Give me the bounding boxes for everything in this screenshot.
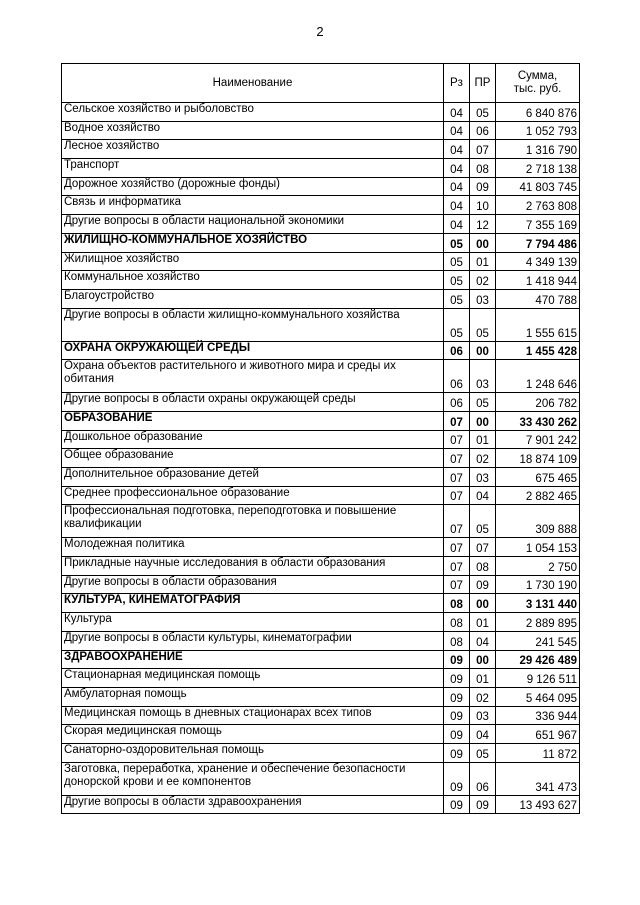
table-row	[62, 613, 580, 632]
cell-sum: 6 840 876	[496, 103, 580, 122]
cell-rz: 05	[444, 233, 470, 252]
cell-pr: 01	[470, 613, 496, 632]
header-sum: Сумма, тыс. руб.	[496, 64, 580, 103]
cell-sum: 675 465	[496, 468, 580, 487]
table-row	[62, 449, 580, 468]
cell-name: Благоустройство	[62, 289, 444, 308]
cell-name: Заготовка, переработка, хранение и обеспечение безопасности донорской крови и ее компонентов	[62, 762, 444, 795]
cell-sum: 18 874 109	[496, 449, 580, 468]
cell-rz: 06	[444, 393, 470, 412]
cell-rz: 08	[444, 631, 470, 650]
table-row	[62, 743, 580, 762]
cell-pr: 05	[470, 743, 496, 762]
cell-name: Другие вопросы в области образования	[62, 575, 444, 594]
cell-pr: 05	[470, 505, 496, 538]
cell-rz: 07	[444, 486, 470, 505]
cell-sum: 1 455 428	[496, 341, 580, 360]
cell-rz: 08	[444, 594, 470, 613]
cell-sum: 33 430 262	[496, 411, 580, 430]
cell-pr: 03	[470, 468, 496, 487]
cell-rz: 05	[444, 271, 470, 290]
table-row	[62, 631, 580, 650]
cell-rz: 04	[444, 177, 470, 196]
cell-name: Связь и информатика	[62, 196, 444, 215]
table-row	[62, 159, 580, 178]
cell-name: ОХРАНА ОКРУЖАЮЩЕЙ СРЕДЫ	[62, 341, 444, 360]
cell-sum: 7 901 242	[496, 430, 580, 449]
cell-sum: 2 718 138	[496, 159, 580, 178]
cell-rz: 09	[444, 687, 470, 706]
cell-rz: 06	[444, 341, 470, 360]
cell-pr: 08	[470, 159, 496, 178]
cell-pr: 01	[470, 669, 496, 688]
cell-rz: 08	[444, 613, 470, 632]
cell-pr: 01	[470, 430, 496, 449]
table-row	[62, 393, 580, 412]
section-row	[62, 341, 580, 360]
cell-pr: 04	[470, 725, 496, 744]
cell-rz: 07	[444, 557, 470, 576]
table-row	[62, 687, 580, 706]
cell-rz: 05	[444, 308, 470, 341]
cell-sum: 1 316 790	[496, 140, 580, 159]
table-row	[62, 706, 580, 725]
cell-pr: 03	[470, 360, 496, 393]
cell-name: КУЛЬТУРА, КИНЕМАТОГРАФИЯ	[62, 594, 444, 613]
section-row	[62, 411, 580, 430]
cell-name: Дорожное хозяйство (дорожные фонды)	[62, 177, 444, 196]
cell-name: Водное хозяйство	[62, 121, 444, 140]
cell-pr: 04	[470, 631, 496, 650]
cell-rz: 09	[444, 669, 470, 688]
cell-rz: 09	[444, 725, 470, 744]
table-row	[62, 360, 580, 393]
cell-name: Другие вопросы в области охраны окружающей среды	[62, 393, 444, 412]
cell-sum: 341 473	[496, 762, 580, 795]
cell-pr: 00	[470, 411, 496, 430]
cell-rz: 07	[444, 575, 470, 594]
table-row	[62, 103, 580, 122]
table-row	[62, 121, 580, 140]
section-row	[62, 233, 580, 252]
cell-name: Стационарная медицинская помощь	[62, 669, 444, 688]
cell-pr: 09	[470, 575, 496, 594]
cell-rz: 04	[444, 140, 470, 159]
cell-sum: 7 355 169	[496, 215, 580, 234]
table-row	[62, 308, 580, 341]
table-row	[62, 177, 580, 196]
table-row	[62, 557, 580, 576]
cell-rz: 09	[444, 762, 470, 795]
table-row	[62, 468, 580, 487]
cell-name: Молодежная политика	[62, 538, 444, 557]
cell-rz: 07	[444, 411, 470, 430]
cell-name: Другие вопросы в области национальной экономики	[62, 215, 444, 234]
cell-sum: 4 349 139	[496, 252, 580, 271]
cell-rz: 04	[444, 215, 470, 234]
cell-name: Дошкольное образование	[62, 430, 444, 449]
cell-sum: 11 872	[496, 743, 580, 762]
cell-sum: 1 248 646	[496, 360, 580, 393]
cell-pr: 10	[470, 196, 496, 215]
cell-pr: 12	[470, 215, 496, 234]
cell-sum: 651 967	[496, 725, 580, 744]
cell-sum: 2 882 465	[496, 486, 580, 505]
cell-pr: 05	[470, 393, 496, 412]
cell-name: Дополнительное образование детей	[62, 468, 444, 487]
table-row	[62, 486, 580, 505]
cell-pr: 00	[470, 594, 496, 613]
cell-name: ЖИЛИЩНО-КОММУНАЛЬНОЕ ХОЗЯЙСТВО	[62, 233, 444, 252]
table-row	[62, 196, 580, 215]
cell-name: Транспорт	[62, 159, 444, 178]
cell-rz: 07	[444, 449, 470, 468]
page-number: 2	[316, 24, 324, 39]
cell-sum: 7 794 486	[496, 233, 580, 252]
cell-sum: 13 493 627	[496, 795, 580, 814]
table-header-row	[62, 64, 580, 103]
cell-name: Амбулаторная помощь	[62, 687, 444, 706]
table-body	[62, 103, 580, 814]
cell-pr: 00	[470, 233, 496, 252]
cell-rz: 04	[444, 103, 470, 122]
table-row	[62, 430, 580, 449]
cell-sum: 470 788	[496, 289, 580, 308]
table-row	[62, 289, 580, 308]
section-row	[62, 594, 580, 613]
cell-sum: 9 126 511	[496, 669, 580, 688]
cell-name: ЗДРАВООХРАНЕНИЕ	[62, 650, 444, 669]
cell-rz: 04	[444, 196, 470, 215]
cell-pr: 03	[470, 289, 496, 308]
cell-rz: 07	[444, 538, 470, 557]
cell-name: Общее образование	[62, 449, 444, 468]
cell-name: ОБРАЗОВАНИЕ	[62, 411, 444, 430]
cell-name: Другие вопросы в области жилищно-коммунального хозяйства	[62, 308, 444, 341]
table-row	[62, 669, 580, 688]
cell-pr: 09	[470, 795, 496, 814]
cell-sum: 3 131 440	[496, 594, 580, 613]
header-name: Наименование	[62, 64, 444, 103]
cell-name: Прикладные научные исследования в области образования	[62, 557, 444, 576]
cell-sum: 241 545	[496, 631, 580, 650]
cell-rz: 06	[444, 360, 470, 393]
cell-pr: 05	[470, 103, 496, 122]
cell-rz: 09	[444, 650, 470, 669]
cell-sum: 309 888	[496, 505, 580, 538]
cell-rz: 07	[444, 430, 470, 449]
cell-sum: 5 464 095	[496, 687, 580, 706]
cell-sum: 1 730 190	[496, 575, 580, 594]
cell-pr: 02	[470, 687, 496, 706]
budget-table	[61, 63, 580, 814]
cell-sum: 1 054 153	[496, 538, 580, 557]
table-row	[62, 762, 580, 795]
table-row	[62, 538, 580, 557]
table-row	[62, 725, 580, 744]
cell-name: Медицинская помощь в дневных стационарах всех типов	[62, 706, 444, 725]
cell-pr: 07	[470, 140, 496, 159]
cell-name: Охрана объектов растительного и животного мира и среды их обитания	[62, 360, 444, 393]
header-pr: ПР	[470, 64, 496, 103]
cell-rz: 09	[444, 743, 470, 762]
table-row	[62, 505, 580, 538]
cell-name: Жилищное хозяйство	[62, 252, 444, 271]
cell-name: Среднее профессиональное образование	[62, 486, 444, 505]
cell-sum: 1 418 944	[496, 271, 580, 290]
cell-sum: 206 782	[496, 393, 580, 412]
cell-rz: 04	[444, 121, 470, 140]
cell-sum: 2 750	[496, 557, 580, 576]
cell-rz: 04	[444, 159, 470, 178]
cell-pr: 06	[470, 121, 496, 140]
table-row	[62, 252, 580, 271]
cell-pr: 01	[470, 252, 496, 271]
cell-pr: 02	[470, 271, 496, 290]
cell-rz: 09	[444, 795, 470, 814]
cell-sum: 41 803 745	[496, 177, 580, 196]
cell-rz: 09	[444, 706, 470, 725]
cell-sum: 336 944	[496, 706, 580, 725]
cell-rz: 07	[444, 468, 470, 487]
cell-pr: 02	[470, 449, 496, 468]
cell-pr: 03	[470, 706, 496, 725]
cell-pr: 00	[470, 341, 496, 360]
cell-name: Сельское хозяйство и рыболовство	[62, 103, 444, 122]
cell-sum: 2 889 895	[496, 613, 580, 632]
cell-name: Профессиональная подготовка, переподготовка и повышение квалификации	[62, 505, 444, 538]
cell-sum: 2 763 808	[496, 196, 580, 215]
table-row	[62, 795, 580, 814]
section-row	[62, 650, 580, 669]
table-row	[62, 575, 580, 594]
cell-name: Санаторно-оздоровительная помощь	[62, 743, 444, 762]
cell-name: Коммунальное хозяйство	[62, 271, 444, 290]
cell-name: Другие вопросы в области здравоохранения	[62, 795, 444, 814]
cell-name: Культура	[62, 613, 444, 632]
cell-pr: 05	[470, 308, 496, 341]
table-row	[62, 215, 580, 234]
table-row	[62, 271, 580, 290]
cell-sum: 1 052 793	[496, 121, 580, 140]
cell-pr: 08	[470, 557, 496, 576]
cell-pr: 04	[470, 486, 496, 505]
cell-pr: 00	[470, 650, 496, 669]
cell-pr: 06	[470, 762, 496, 795]
cell-sum: 1 555 615	[496, 308, 580, 341]
cell-name: Другие вопросы в области культуры, кинематографии	[62, 631, 444, 650]
table-row	[62, 140, 580, 159]
header-rz: Рз	[444, 64, 470, 103]
cell-rz: 07	[444, 505, 470, 538]
cell-name: Лесное хозяйство	[62, 140, 444, 159]
cell-rz: 05	[444, 289, 470, 308]
cell-pr: 07	[470, 538, 496, 557]
cell-sum: 29 426 489	[496, 650, 580, 669]
cell-rz: 05	[444, 252, 470, 271]
cell-pr: 09	[470, 177, 496, 196]
cell-name: Скорая медицинская помощь	[62, 725, 444, 744]
